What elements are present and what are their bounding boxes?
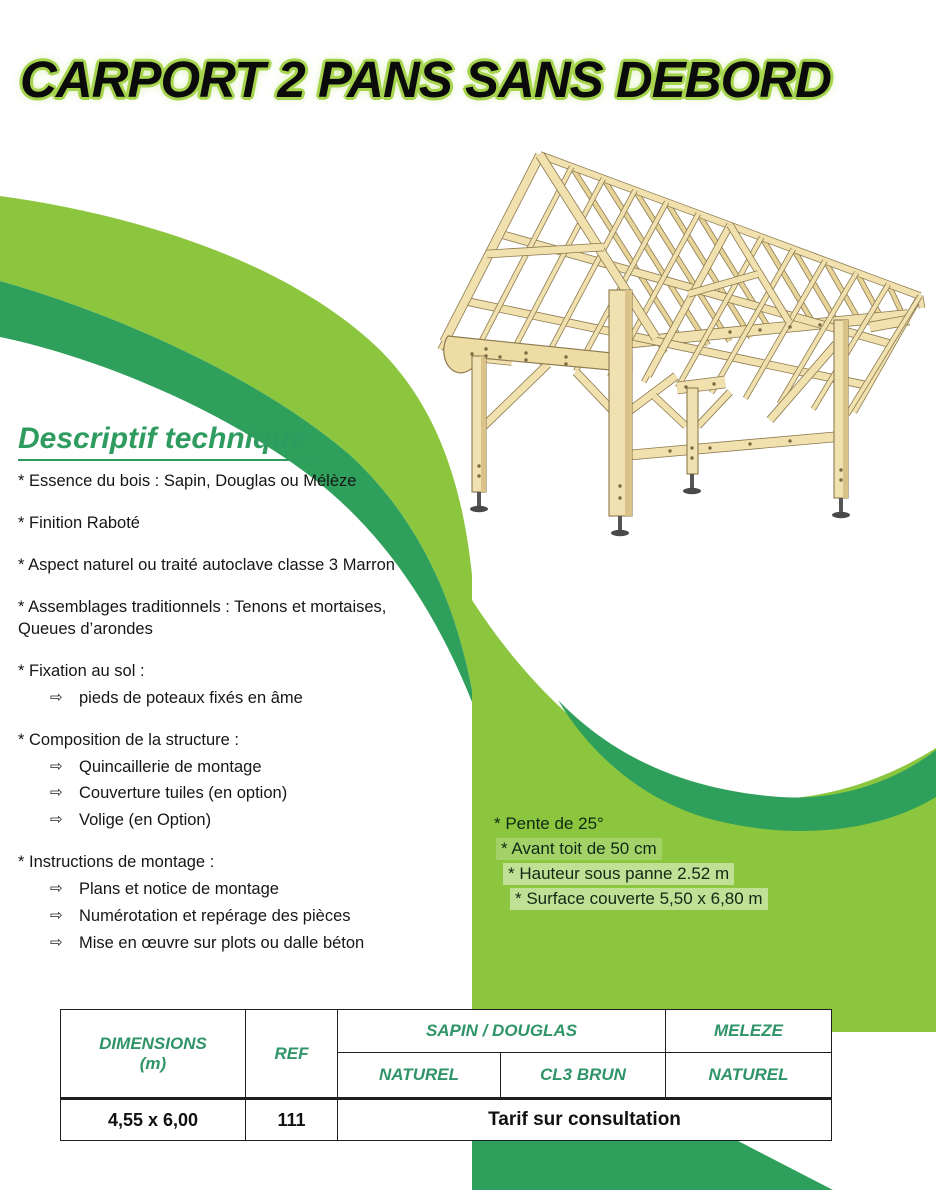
pricing-table [60, 1009, 832, 1141]
feature-item [18, 555, 396, 577]
col-header-sapin-douglas: SAPIN / DOUGLAS [338, 1010, 666, 1053]
feature-item [18, 852, 396, 955]
feature-item [18, 661, 396, 710]
col-header-dimensions [61, 1010, 246, 1099]
feature-sub-text: Numérotation et repérage des pièces [79, 907, 351, 926]
arrow-bullet-icon: ⇨ [50, 907, 63, 925]
feature-sub-text: Volige (en Option) [79, 811, 212, 830]
spec-list [489, 813, 768, 913]
arrow-bullet-icon: ⇨ [50, 757, 63, 775]
arrow-bullet-icon: ⇨ [50, 880, 63, 898]
spec-line: * Avant toit de 50 cm [496, 838, 662, 860]
feature-sub-item [50, 757, 396, 779]
sub-header-meleze-naturel: NATUREL [666, 1053, 832, 1099]
cell-ref: 111 [246, 1099, 338, 1141]
feature-sub-text: pieds de poteaux fixés en âme [79, 688, 303, 707]
arrow-bullet-icon: ⇨ [50, 784, 63, 802]
spec-line: * Surface couverte 5,50 x 6,80 m [510, 888, 768, 910]
feature-sub-text: Mise en œuvre sur plots ou dalle béton [79, 934, 365, 953]
feature-sub-text: Couverture tuiles (en option) [79, 784, 288, 803]
arrow-bullet-icon: ⇨ [50, 934, 63, 952]
feature-text: * Essence du bois : Sapin, Douglas ou Mélèze [18, 472, 357, 490]
carport-illustration [430, 130, 930, 550]
feature-sub-item [50, 879, 396, 901]
spec-line: * Pente de 25° [494, 814, 604, 833]
feature-text: * Assemblages traditionnels : Tenons et mortaises, Queues d’arondes [18, 597, 387, 638]
feature-sub-item [50, 906, 396, 928]
feature-item [18, 471, 396, 493]
table-row [61, 1099, 832, 1141]
feature-item [18, 597, 396, 641]
col-header-ref: REF [246, 1010, 338, 1099]
feature-text: * Finition Raboté [18, 513, 140, 532]
feature-text: * Aspect naturel ou traité autoclave classe 3 Marron [18, 555, 395, 574]
section-heading: Descriptif technique [18, 422, 316, 461]
arrow-bullet-icon: ⇨ [50, 811, 63, 829]
feature-sub-text: Plans et notice de montage [79, 880, 279, 899]
feature-text: * Instructions de montage : [18, 853, 215, 872]
cell-tarif: Tarif sur consultation [338, 1099, 832, 1141]
feature-list [18, 471, 396, 975]
feature-sub-item [50, 810, 396, 832]
sub-header-sapin-cl3-brun: CL3 BRUN [501, 1053, 666, 1099]
arrow-bullet-icon: ⇨ [50, 688, 63, 706]
col-header-dimensions-label: DIMENSIONS [99, 1033, 207, 1053]
feature-sub-item [50, 783, 396, 805]
post-feet [470, 474, 850, 536]
feature-sub-item [50, 933, 396, 955]
col-header-meleze: MELEZE [666, 1010, 832, 1053]
feature-text: * Composition de la structure : [18, 730, 240, 749]
feature-text: * Fixation au sol : [18, 661, 145, 680]
page-title: CARPORT 2 PANS SANS DEBORD [20, 51, 831, 108]
feature-item [18, 730, 396, 833]
roof-structure [440, 155, 922, 455]
feature-item [18, 513, 396, 535]
col-header-dimensions-unit: (m) [139, 1053, 167, 1073]
cell-dimensions: 4,55 x 6,00 [61, 1099, 246, 1141]
spec-line: * Hauteur sous panne 2.52 m [503, 863, 734, 885]
feature-sub-text: Quincaillerie de montage [79, 757, 262, 776]
sub-header-sapin-naturel: NATUREL [338, 1053, 501, 1099]
feature-sub-item [50, 688, 396, 710]
